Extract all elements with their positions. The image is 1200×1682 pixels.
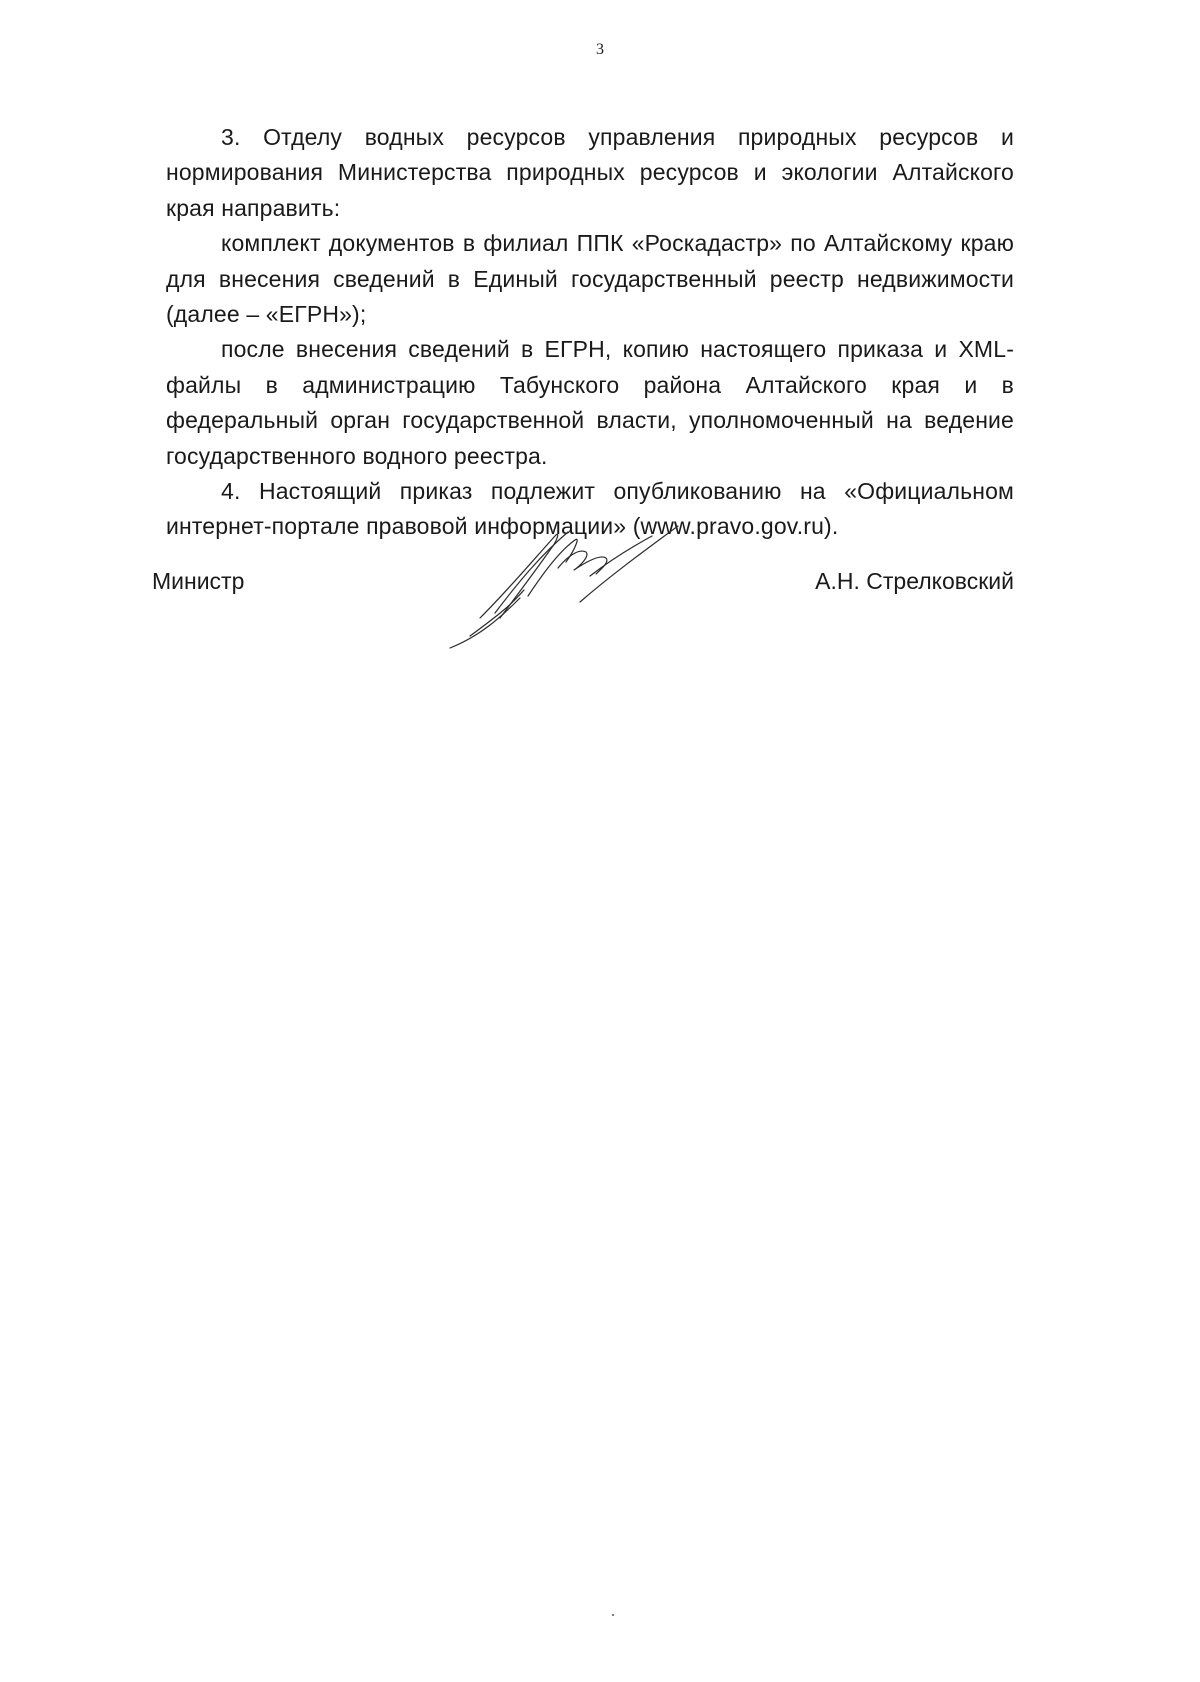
signatory-name: А.Н. Стрелковский — [815, 568, 1014, 594]
page-number: 3 — [596, 41, 604, 58]
handwritten-signature-icon — [440, 518, 685, 653]
document-body — [166, 120, 1014, 545]
scan-speck — [612, 1614, 614, 1616]
signatory-role: Министр — [152, 568, 245, 594]
paragraph-item-4: 4. Настоящий приказ подлежит опубликованию на «Официальном интернет-портале правовой информации» (www.pravo.gov.ru). — [166, 478, 1014, 540]
paragraph-after-egrn: после внесения сведений в ЕГРН, копию настоящего приказа и XML-файлы в администрацию Табунского района Алтайского края и в федеральный орган государственной власти, уполномоченный на ведение государственного водного реестра. — [166, 336, 1014, 469]
paragraph-documents-package: комплект документов в филиал ППК «Роскадастр» по Алтайскому краю для внесения сведений в Единый государственный реестр недвижимости (далее – «ЕГРН»); — [166, 230, 1014, 328]
paragraph-item-3: 3. Отделу водных ресурсов управления природных ресурсов и нормирования Министерства природных ресурсов и экологии Алтайского края направить: — [166, 124, 1014, 221]
